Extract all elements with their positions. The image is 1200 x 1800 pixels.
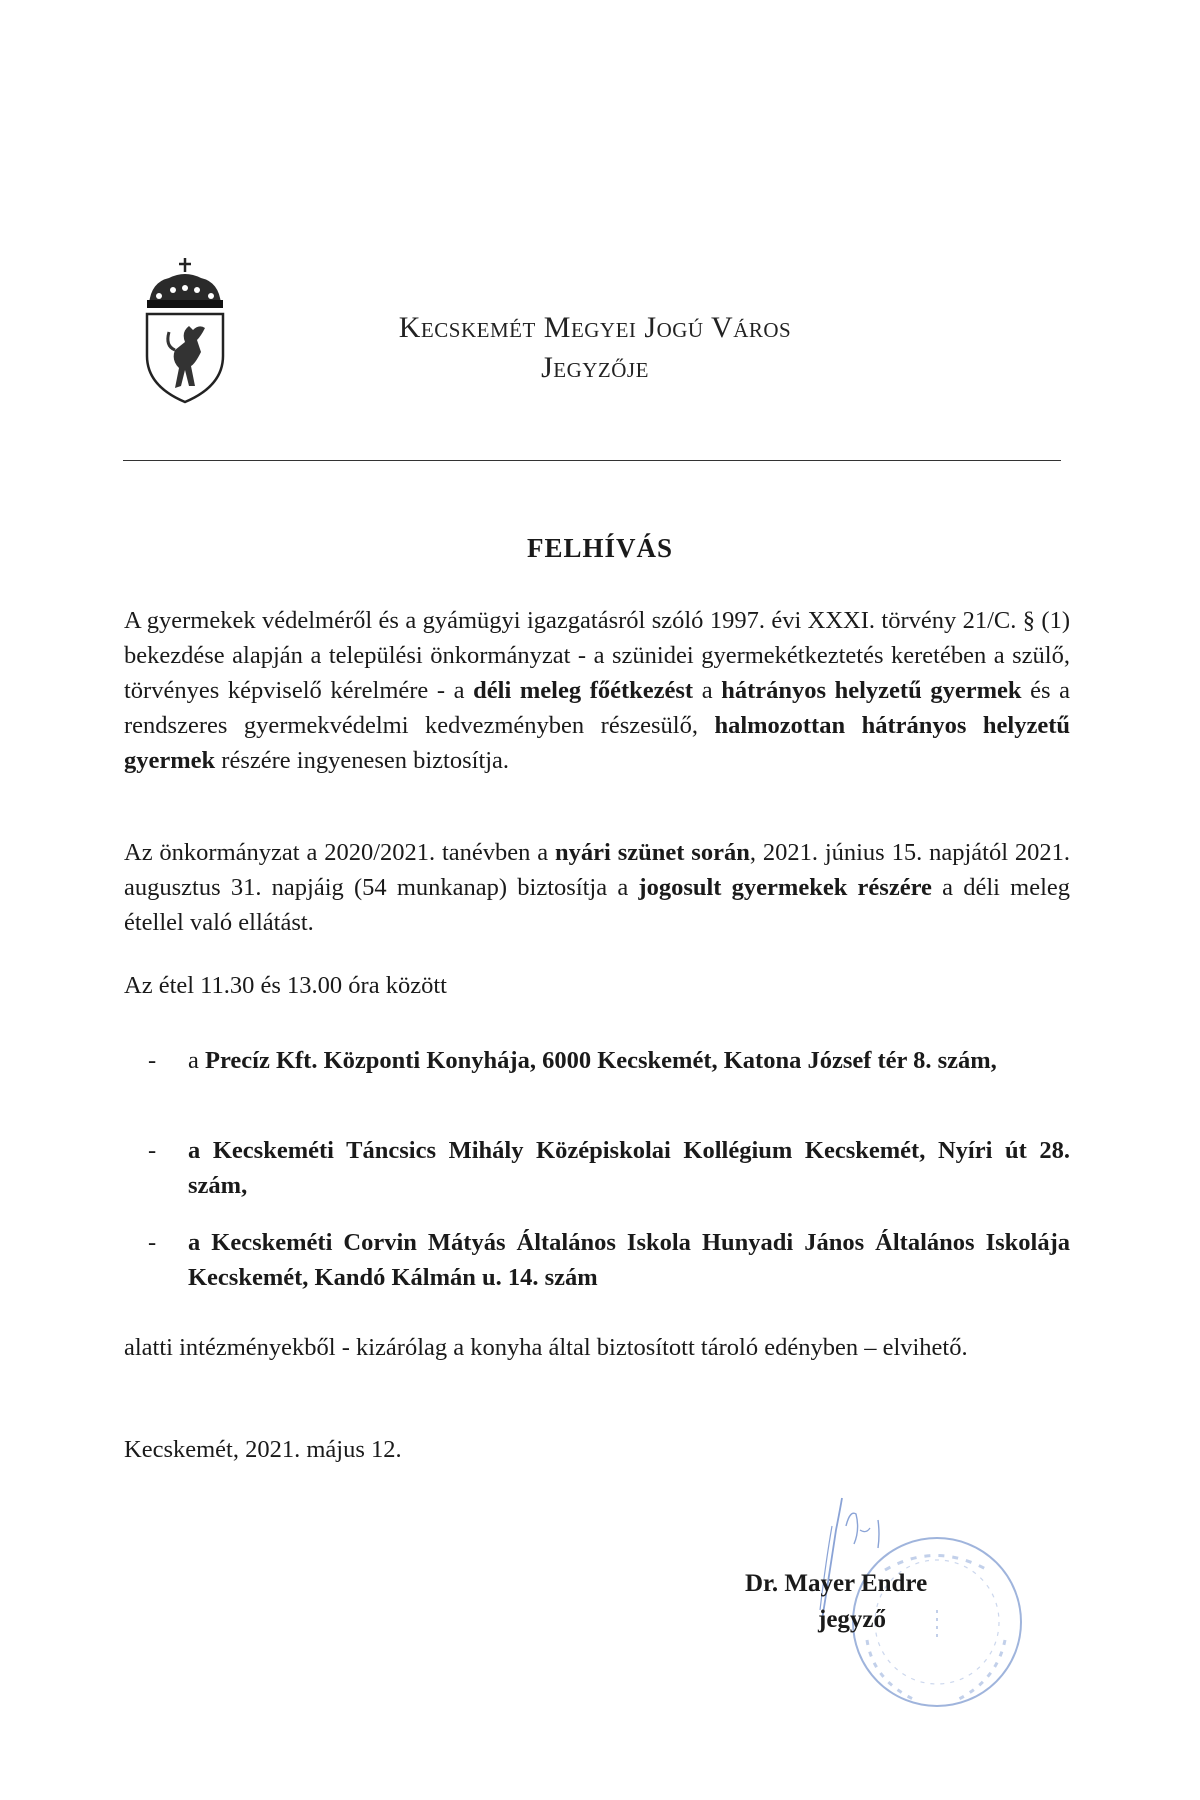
list-prefix: a	[188, 1047, 205, 1074]
paragraph-period	[124, 835, 1070, 940]
paragraph-time: Az étel 11.30 és 13.00 óra között	[124, 972, 447, 999]
signatory-title: jegyző	[818, 1606, 887, 1633]
text: és a rendszeres gyermekvédelmi kedvezményben részesülő,	[124, 677, 1070, 739]
header-divider	[123, 460, 1061, 461]
paragraph-legal-basis	[124, 603, 1070, 778]
text: , 2021. június 15. napjától 2021. augusztus 31. napjáig (54 munkanap) biztosítja a	[124, 839, 1070, 901]
issuer-line-1: Kecskemét Megyei Jogú Város	[398, 311, 792, 344]
text: A gyermekek védelméről és a gyámügyi igazgatásról szóló 1997. évi XXXI. törvény 21/C. § (1) bekezdése alapján a települési önkormányzat - a szünidei gyermekétkeztetés keretében a szülő, törvényes képviselő kérelmére - a	[124, 607, 1070, 704]
bold-text: hátrányos helyzetű gyermek	[721, 677, 1022, 704]
list-prefix: a	[188, 1137, 213, 1164]
list-prefix: a	[188, 1229, 212, 1256]
bold-text: halmozottan hátrányos helyzetű gyermek	[124, 712, 1070, 774]
list-dash: -	[148, 1229, 157, 1256]
text: részére ingyenesen biztosítja.	[215, 747, 510, 774]
coat-of-arms-icon	[135, 256, 235, 406]
list-dash: -	[148, 1047, 157, 1074]
location-text: Kecskeméti Táncsics Mihály Középiskolai Kollégium Kecskemét, Nyíri út 28. szám,	[188, 1137, 1071, 1199]
list-item-text	[188, 1225, 1070, 1295]
issuer-line-2: Jegyzője	[541, 351, 649, 384]
bold-text: nyári szünet során	[555, 839, 750, 866]
text: Az önkormányzat a 2020/2021. tanévben a	[124, 839, 556, 866]
location-text: Precíz Kft. Központi Konyhája, 6000 Kecskemét, Katona József tér 8. szám,	[205, 1047, 997, 1074]
list-item-text	[188, 1043, 1070, 1078]
text: a	[693, 677, 722, 704]
paragraph-pickup: alatti intézményekből - kizárólag a konyha által biztosított tároló edényben – elvihető.	[124, 1334, 968, 1361]
text: a déli meleg étellel való ellátást.	[124, 874, 1071, 936]
location-text: Kecskeméti Corvin Mátyás Általános Iskola Hunyadi János Általános Iskolája Kecskemét, Kandó Kálmán u. 14. szám	[188, 1229, 1070, 1291]
issuer-name	[300, 308, 890, 388]
bold-text: jogosult gyermekek részére	[638, 874, 932, 901]
signatory-name: Dr. Mayer Endre	[745, 1570, 928, 1597]
list-dash: -	[148, 1137, 157, 1164]
list-item-text	[188, 1133, 1070, 1203]
document-title: FELHÍVÁS	[526, 533, 674, 563]
document-date: Kecskemét, 2021. május 12.	[124, 1436, 402, 1463]
bold-text: déli meleg főétkezést	[473, 677, 694, 704]
